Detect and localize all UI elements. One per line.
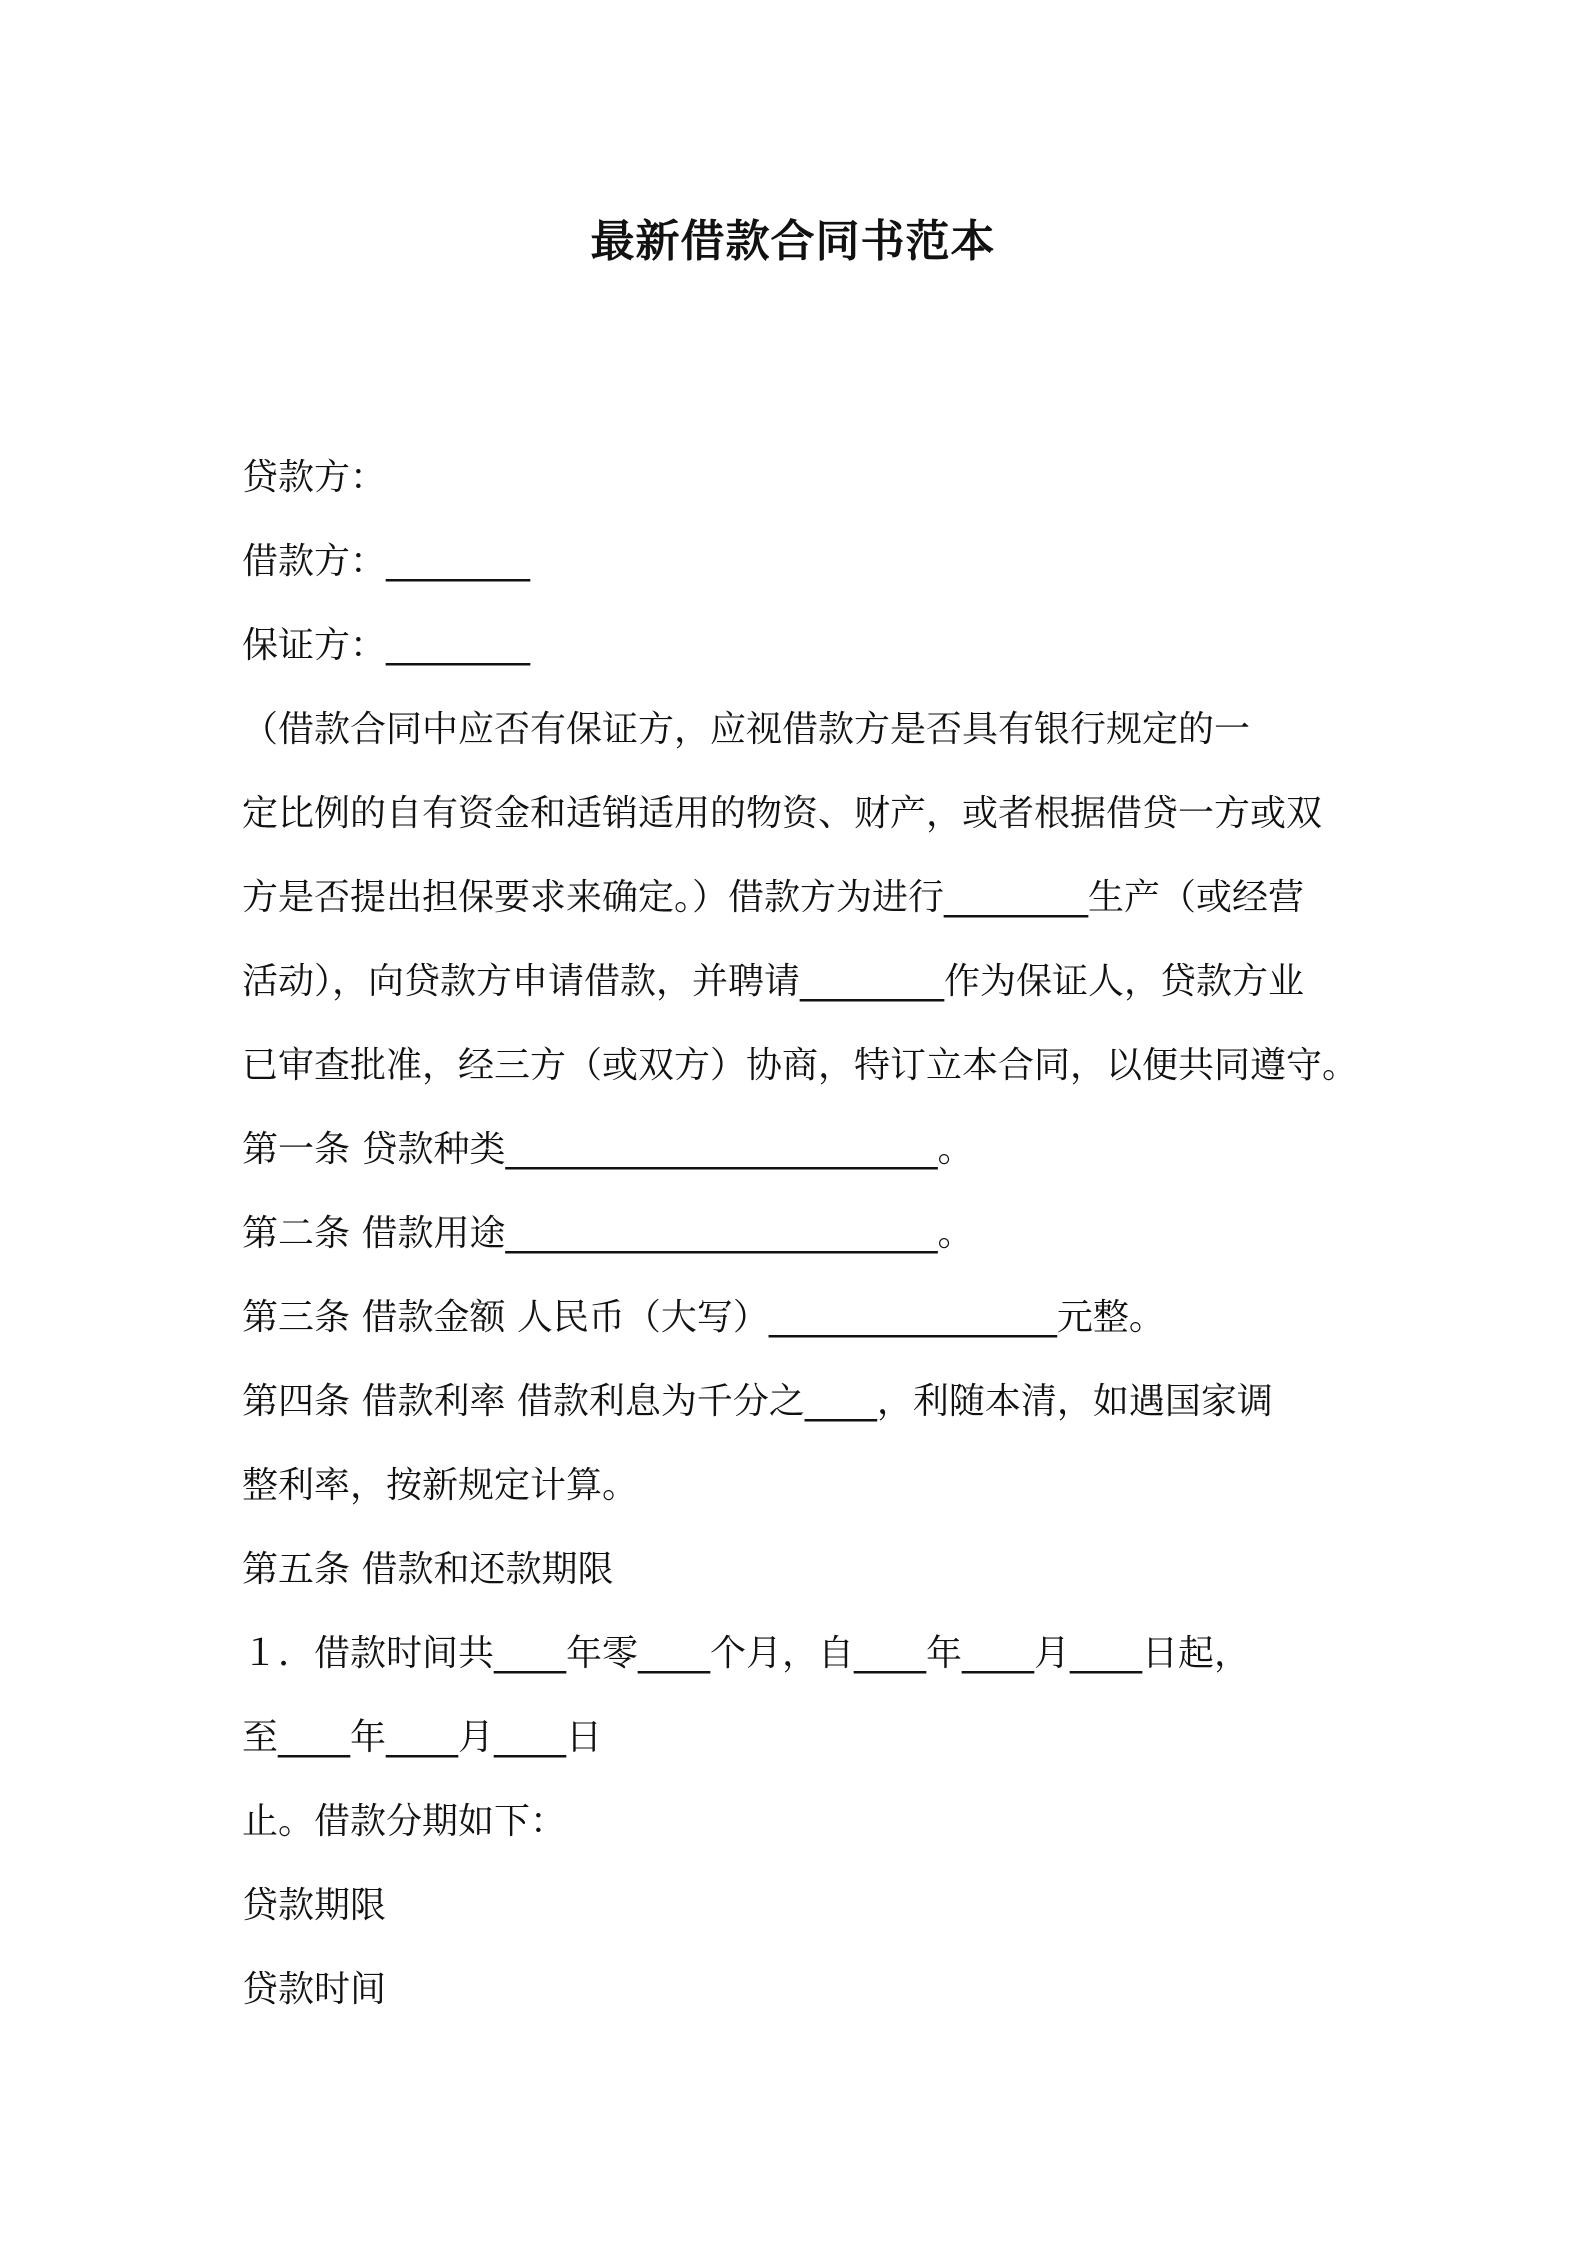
paragraph-line: 活动），向贷款方申请借款，并聘请________作为保证人，贷款方业 xyxy=(242,961,1305,1002)
article-4-line: 第四条 借款利率 借款利息为千分之____，利随本清，如遇国家调 xyxy=(242,1381,1273,1422)
article-4-continued-line: 整利率，按新规定计算。 xyxy=(242,1465,639,1506)
article-5-line: 第五条 借款和还款期限 xyxy=(242,1549,614,1590)
loan-term-label: 贷款期限 xyxy=(242,1885,387,1926)
article-3-line: 第三条 借款金额 人民币（大写）________________元整。 xyxy=(242,1297,1165,1338)
installment-line: 止。借款分期如下： xyxy=(242,1801,567,1842)
guarantor-line: 保证方：________ xyxy=(242,625,531,666)
paragraph-line: 方是否提出担保要求来确定。）借款方为进行________生产（或经营 xyxy=(242,877,1305,918)
borrower-line: 借款方：________ xyxy=(242,541,531,582)
term-continued-line: 至____年____月____日 xyxy=(242,1717,603,1758)
article-1-line: 第一条 贷款种类________________________。 xyxy=(242,1129,974,1170)
term-line: １．借款时间共____年零____个月，自____年____月____日起， xyxy=(242,1633,1251,1674)
paragraph-line: 已审查批准，经三方（或双方）协商，特订立本合同，以便共同遵守。 xyxy=(242,1045,1359,1086)
article-2-line: 第二条 借款用途________________________。 xyxy=(242,1213,974,1254)
document-title: 最新借款合同书范本 xyxy=(590,216,996,267)
lender-line: 贷款方： xyxy=(242,457,387,498)
paragraph-line: （借款合同中应否有保证方，应视借款方是否具有银行规定的一 xyxy=(242,709,1251,750)
paragraph-line: 定比例的自有资金和适销适用的物资、财产，或者根据借贷一方或双 xyxy=(242,793,1323,834)
loan-time-label: 贷款时间 xyxy=(242,1969,387,2010)
